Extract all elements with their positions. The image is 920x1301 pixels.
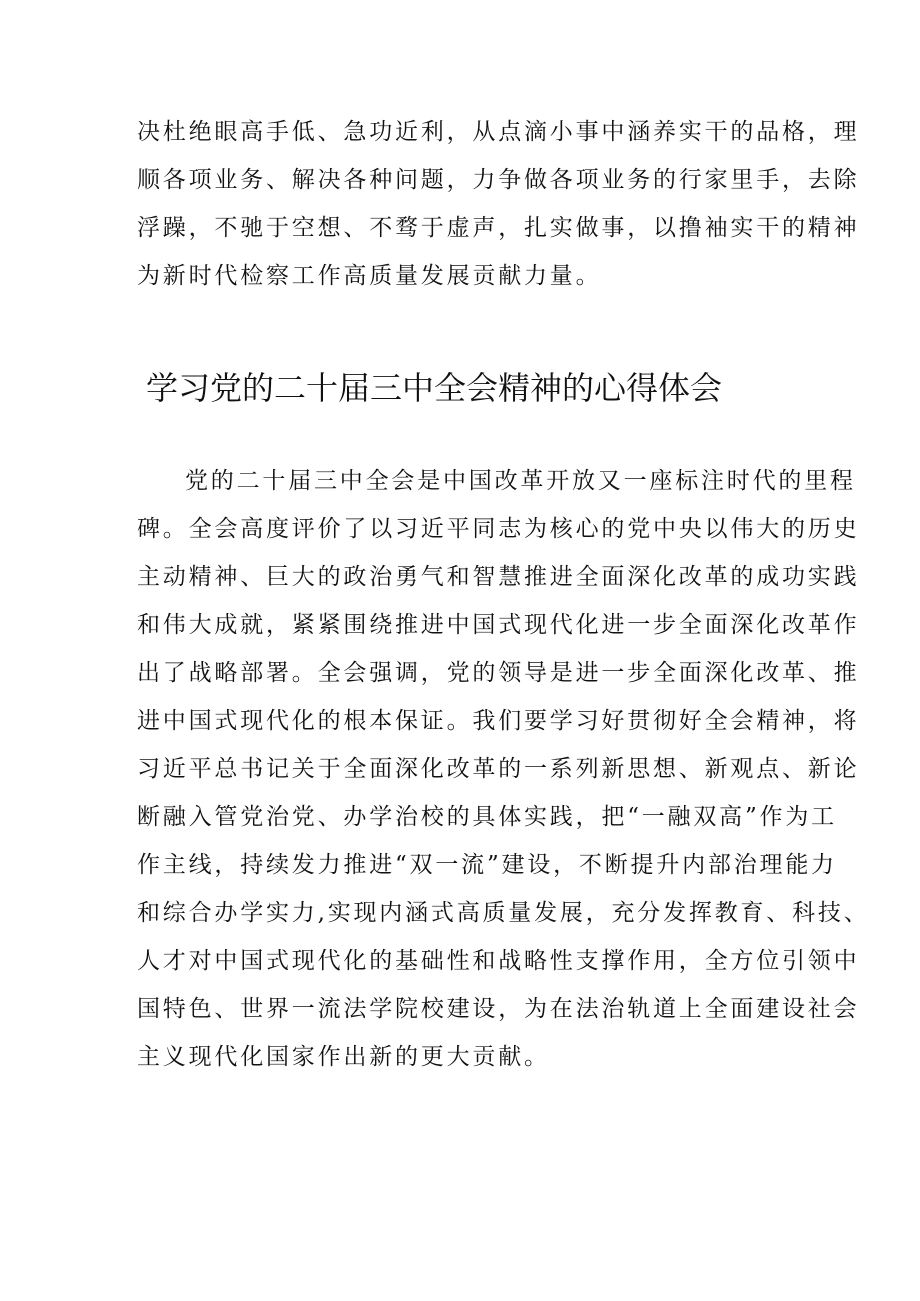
paragraph-line: 浮躁，不驰于空想、不骛于虚声，扎实做事，以撸袖实干的精神 (137, 215, 860, 241)
paragraph-line: 顺各项业务、解决各种问题，力争做各项业务的行家里手，去除 (137, 167, 860, 193)
paragraph-line: 主义现代化国家作出新的更大贡献。 (137, 1044, 550, 1070)
paragraph-line: 人才对中国式现代化的基础性和战略性支撑作用，全方位引领中 (137, 948, 860, 974)
paragraph-line: 党的二十届三中全会是中国改革开放又一座标注时代的里程 (185, 468, 856, 494)
paragraph-line: 主动精神、巨大的政治勇气和智慧推进全面深化改革的成功实践 (137, 564, 860, 590)
paragraph-line: 国特色、世界一流法学院校建设，为在法治轨道上全面建设社会 (137, 996, 860, 1022)
paragraph-line: 作主线，持续发力推进“双一流”建设，不断提升内部治理能力 (137, 852, 837, 878)
paragraph-line: 断融入管党治党、办学治校的具体实践，把“一融双高”作为工 (137, 804, 837, 830)
paragraph-line: 为新时代检察工作高质量发展贡献力量。 (137, 263, 602, 289)
continued-paragraph (137, 108, 860, 300)
paragraph-line: 碑。全会高度评价了以习近平同志为核心的党中央以伟大的历史 (137, 516, 860, 542)
paragraph-line: 习近平总书记关于全面深化改革的一系列新思想、新观点、新论 (137, 756, 860, 782)
document-heading: 学习党的二十届三中全会精神的心得体会 (146, 369, 723, 407)
main-paragraph (137, 457, 870, 1081)
paragraph-line: 出了战略部署。全会强调，党的领导是进一步全面深化改革、推 (137, 660, 860, 686)
paragraph-line: 和综合办学实力,实现内涵式高质量发展，充分发挥教育、科技、 (137, 900, 870, 926)
paragraph-line: 和伟大成就，紧紧围绕推进中国式现代化进一步全面深化改革作 (137, 612, 860, 638)
paragraph-line: 决杜绝眼高手低、急功近利，从点滴小事中涵养实干的品格，理 (137, 119, 860, 145)
paragraph-line: 进中国式现代化的根本保证。我们要学习好贯彻好全会精神，将 (137, 708, 860, 734)
